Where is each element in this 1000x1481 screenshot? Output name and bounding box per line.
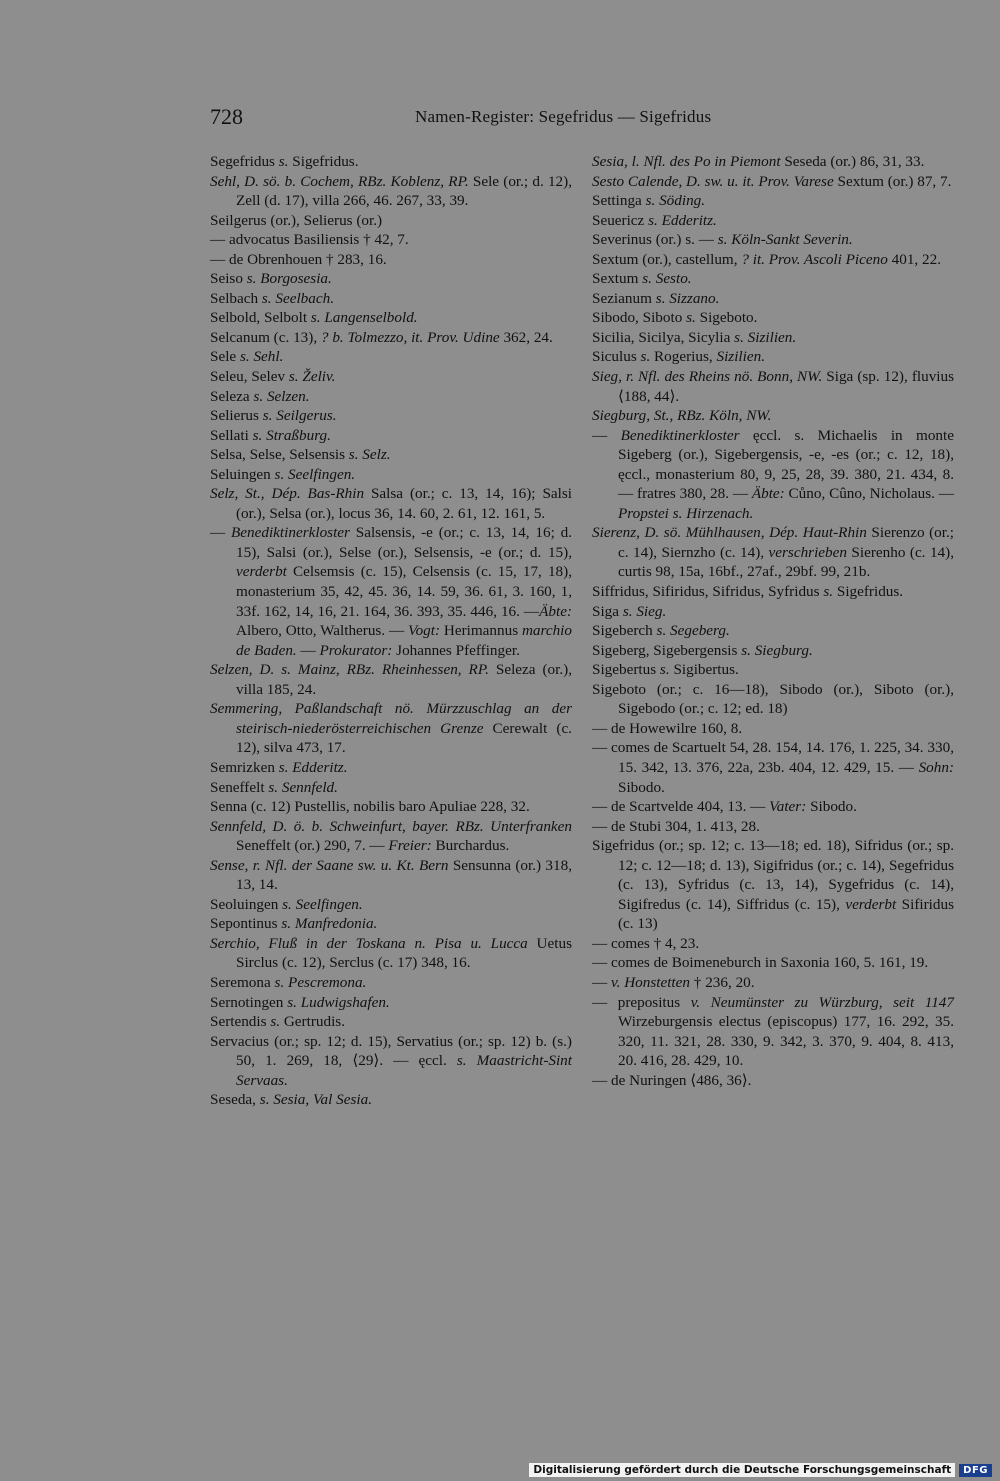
index-entry: Sigeberch s. Segeberg. — [592, 622, 730, 640]
index-entry: Settinga s. Söding. — [592, 192, 706, 210]
index-entry: Sierenz, D. sö. Mühlhausen, Dép. Haut-Rhin Sierenzo (or.; c. 14), Siernzho (c. 14), verschrieben Sierenho (c. 14), curtis 98, 15a, 16bf., 27af., 29bf. 99, 21b. — [592, 524, 954, 581]
left-column — [210, 152, 572, 1110]
index-entry: Servacius (or.; sp. 12; d. 15), Servatius (or.; sp. 12) b. (s.) 50, 1. 269, 18, ⟨29⟩. — ęccl. s. Maastricht-Sint Servaas. — [210, 1032, 572, 1089]
index-entry: — Benediktinerkloster Salsensis, -e (or.; c. 13, 14, 16; d. 15), Salsi (or.), Selse (or.), Selsensis, -e (or.; d. 15), verderbt Celsemsis (c. 15), Celsensis (c. 15, 17, 18), monasterium 35, 42, 45. 36, 14. 59, 36. 61, 3. 160, 1, 33f. 162, 14, 16, 21. 164, 36. 393, 35. 446, 16. —Äbte: Albero, Otto, Waltherus. — Vogt: Herimannus marchio de Baden. — Prokurator: Johannes Pfeffinger. — [210, 524, 573, 659]
index-entry: Sernotingen s. Ludwigshafen. — [210, 993, 390, 1011]
index-entry: Seleza s. Selzen. — [210, 387, 310, 405]
index-entry: Siculus s. Rogerius, Sizilien. — [592, 348, 765, 366]
index-entry: Sennfeld, D. ö. b. Schweinfurt, bayer. RBz. Unterfranken Seneffelt (or.) 290, 7. — Freier: Burchardus. — [210, 817, 572, 855]
index-entry: Semmering, Paßlandschaft nö. Mürzzuschlag an der steirisch-niederösterreichischen Grenze Cerewalt (c. 12), silva 473, 17. — [210, 700, 572, 757]
index-entry: Selsa, Selse, Selsensis s. Selz. — [210, 446, 391, 464]
index-entry: Sigeboto (or.; c. 16—18), Sibodo (or.), Siboto (or.), Sigebodo (or.; c. 12; ed. 18) — [592, 680, 954, 718]
index-entry: Sicilia, Sicilya, Sicylia s. Sizilien. — [592, 328, 797, 346]
index-entry: Siga s. Sieg. — [592, 602, 667, 620]
page-number: 728 — [210, 104, 243, 129]
index-entry: Seoluingen s. Seelfingen. — [210, 895, 363, 913]
index-entry: Sieg, r. Nfl. des Rheins nö. Bonn, NW. Siga (sp. 12), fluvius ⟨188, 44⟩. — [592, 368, 955, 405]
index-entry: Selzen, D. s. Mainz, RBz. Rheinhessen, RP. Seleza (or.), villa 185, 24. — [210, 661, 572, 698]
index-entry: Seilgerus (or.), Selierus (or.) — [210, 211, 383, 229]
index-entry: — comes de Scartuelt 54, 28. 154, 14. 176, 1. 225, 34. 330, 15. 342, 13. 376, 22a, 23b. 404, 12. 429, 15. — Sohn: Sibodo. — [592, 739, 954, 796]
index-entry: — prepositus v. Neumünster zu Würzburg, seit 1147 Wirzeburgensis electus (episcopus) 177, 16. 292, 35. 320, 11. 321, 28. 330, 9. 342, 3. 370, 9. 404, 8. 413, 20. 416, 28. 429, 10. — [592, 993, 954, 1070]
index-entry: Seiso s. Borgosesia. — [210, 270, 332, 288]
index-entry: Sibodo, Siboto s. Sigeboto. — [592, 309, 758, 327]
index-entry: — de Obrenhouen † 283, 16. — [210, 250, 387, 268]
index-entry: — advocatus Basiliensis † 42, 7. — [210, 231, 409, 249]
index-entry: Seseda, s. Sesia, Val Sesia. — [210, 1091, 372, 1109]
index-entry: Sezianum s. Sizzano. — [592, 289, 720, 307]
index-entry: Selz, St., Dép. Bas-Rhin Salsa (or.; c. 13, 14, 16); Salsi (or.), Selsa (or.), locus 36, 14. 60, 2. 61, 12. 161, 5. — [210, 485, 572, 522]
index-entry: — de Stubi 304, 1. 413, 28. — [592, 817, 760, 835]
index-entry: Sele s. Sehl. — [210, 348, 284, 366]
footer-credit: Digitalisierung gefördert durch die Deutsche Forschungsgemeinschaft — [529, 1463, 955, 1477]
index-entry: Sesia, l. Nfl. des Po in Piemont Seseda (or.) 86, 31, 33. — [592, 153, 925, 170]
page-header — [210, 104, 952, 134]
index-entry: Seluingen s. Seelfingen. — [210, 465, 356, 483]
index-entry: — Benediktinerkloster ęccl. s. Michaelis in monte Sigeberg (or.), Sigebergensis, -e, -es (or.; c. 12, 18), ęccl., monasterium 80, 9, 25, 28, 39. 380, 21. 434, 8. — fratres 380, 28. — Äbte: Cůno, Cûno, Nicholaus. — Propstei s. Hirzenach. — [592, 426, 954, 522]
index-entry: Seleu, Selev s. Želiv. — [210, 368, 336, 386]
dfg-logo-icon: DFG — [959, 1464, 992, 1477]
index-entry: Serchio, Fluß in der Toskana n. Pisa u. Lucca Uetus Sirclus (c. 12), Serclus (c. 17) 348, 16. — [210, 934, 572, 972]
index-entry: Selbold, Selbolt s. Langenselbold. — [210, 309, 418, 327]
index-entry: — de Howewilre 160, 8. — [592, 719, 743, 737]
index-entry: — v. Honstetten † 236, 20. — [592, 973, 755, 991]
index-entry: Sesto Calende, D. sw. u. it. Prov. Varese Sextum (or.) 87, 7. — [592, 172, 952, 190]
footer — [529, 1461, 992, 1479]
running-title: Namen-Register: Segefridus — Sigefridus — [415, 107, 712, 126]
index-entry: — de Nuringen ⟨486, 36⟩. — [592, 1071, 752, 1089]
index-entry: Siffridus, Sifiridus, Sifridus, Syfridus s. Sigefridus. — [592, 583, 904, 601]
index-entry: Sigebertus s. Sigibertus. — [592, 661, 739, 679]
index-entry: Sellati s. Straßburg. — [210, 426, 331, 444]
index-entry: Sextum s. Sesto. — [592, 270, 692, 288]
index-entry: Sertendis s. Gertrudis. — [210, 1013, 346, 1031]
index-entry: Sepontinus s. Manfredonia. — [210, 915, 378, 933]
index-entry: — comes † 4, 23. — [592, 934, 700, 952]
index-entry: Seuericz s. Edderitz. — [592, 211, 717, 229]
index-entry: Sense, r. Nfl. der Saane sw. u. Kt. Bern Sensunna (or.) 318, 13, 14. — [210, 856, 572, 894]
index-entry: Sigefridus (or.; sp. 12; c. 13—18; ed. 18), Sifridus (or.; sp. 12; c. 12—18; d. 13), Sigifridus (or.; c. 14), Segefridus (c. 13), Syfridus (c. 13, 14), Sygefridus (c. 14), Sigifredus (c. 14), Siffridus (c. 15), verderbt Sifiridus (c. 13) — [592, 837, 954, 933]
index-entry: Seneffelt s. Sennfeld. — [210, 778, 338, 796]
index-entry: Segefridus s. Sigefridus. — [210, 153, 359, 170]
index-entry: Semrizken s. Edderitz. — [210, 758, 348, 776]
index-entry: Sigeberg, Sigebergensis s. Siegburg. — [592, 641, 813, 659]
index-entry: Sextum (or.), castellum, ? it. Prov. Ascoli Piceno 401, 22. — [592, 250, 941, 268]
right-column — [592, 152, 954, 1090]
index-entry: Selbach s. Seelbach. — [210, 289, 334, 307]
index-entry: — comes de Boimeneburch in Saxonia 160, 5. 161, 19. — [592, 954, 929, 972]
index-entry: Selierus s. Seilgerus. — [210, 407, 337, 425]
index-entry: Sehl, D. sö. b. Cochem, RBz. Koblenz, RP. Sele (or.; d. 12), Zell (d. 17), villa 266, 46. 267, 33, 39. — [210, 172, 573, 210]
index-entry: — de Scartvelde 404, 13. — Vater: Sibodo. — [592, 798, 857, 816]
index-entry: Severinus (or.) s. — s. Köln-Sankt Severin. — [592, 231, 853, 249]
index-entry: Seremona s. Pescremona. — [210, 973, 367, 991]
index-entry: Selcanum (c. 13), ? b. Tolmezzo, it. Prov. Udine 362, 24. — [210, 328, 553, 346]
index-entry: Senna (c. 12) Pustellis, nobilis baro Apuliae 228, 32. — [210, 798, 530, 816]
index-entry: Siegburg, St., RBz. Köln, NW. — [592, 407, 772, 425]
